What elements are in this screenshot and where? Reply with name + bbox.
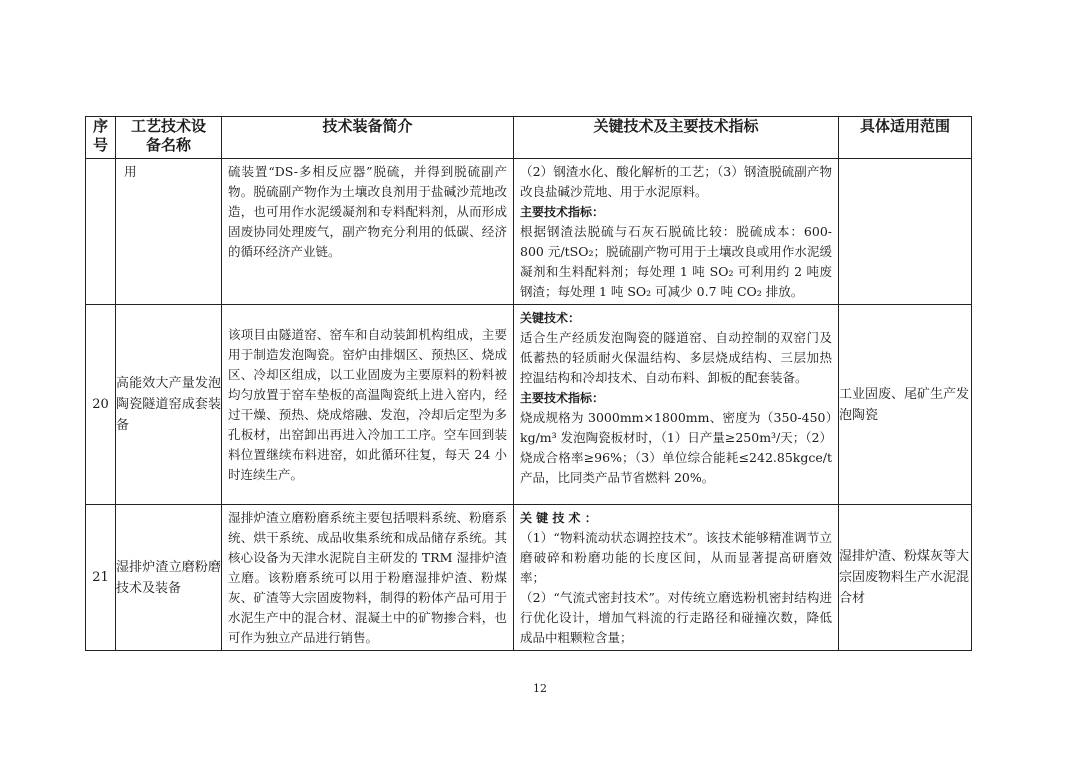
key-line: （1）“物料流动状态调控技术”。该技术能够精准调节立磨破碎和粉磨功能的长度区间，从而显著提高研磨效率；	[520, 530, 832, 585]
page-number: 12	[533, 682, 547, 695]
row-cont-name: 用	[116, 159, 222, 305]
row-cont-intro: 硫装置“DS-多相反应器”脱硫，并得到脱硫副产物。脱硫副产物作为土壤改良剂用于盐碱沙荒地改造，也可用作水泥缓凝剂和专料配料剂，从而形成固废协同处理废气，副产物充分利用的低碳、经济的循环经济产业链。	[222, 159, 514, 305]
key-line: 适合生产经质发泡陶瓷的隧道窑、自动控制的双窑门及低蓄热的轻质耐火保温结构、多层烧成结构、三层加热控温结构和冷却技术、自动布料、卸板的配套装备。	[520, 330, 832, 385]
header-intro: 技术装备简介	[222, 117, 514, 159]
catalog-table	[85, 116, 972, 651]
header-row	[86, 117, 972, 159]
key-heading: 主要技术指标：	[520, 205, 605, 219]
table-row	[86, 505, 972, 651]
row20-scope: 工业固废、尾矿生产发泡陶瓷	[839, 305, 972, 505]
key-line: 烧成规格为 3000mm×1800mm、密度为（350-450）kg/m³ 发泡陶瓷板材时，（1）日产量≥250m³/天；（2）烧成合格率≥96%；（3）单位综合能耗≤242.85kgce/t 产品，比同类产品节省燃料 20%。	[520, 410, 832, 485]
key-line: 根据钢渣法脱硫与石灰石脱硫比较：脱硫成本：600-800 元/tSO₂；脱硫副产物可用于土壤改良或用作水泥缓凝剂和生料配料剂；每处理 1 吨 SO₂ 可利用约 2 吨废钢渣；每处理 1 吨 SO₂ 可减少 0.7 吨 CO₂ 排放。	[520, 224, 832, 299]
key-heading: 主要技术指标：	[520, 391, 605, 405]
row21-intro: 湿排炉渣立磨粉磨系统主要包括喂料系统、粉磨系统、烘干系统、成品收集系统和成品储存系统。其核心设备为天津水泥院自主研发的 TRM 湿排炉渣立磨。该粉磨系统可以用于粉磨湿排炉渣、粉煤灰、矿渣等大宗固废物料，制得的粉体产品可用于水泥生产中的混合材、混凝土中的矿物掺合料，也可作为独立产品进行销售。	[222, 505, 514, 651]
row20-intro: 该项目由隧道窑、窑车和自动装卸机构组成，主要用于制造发泡陶瓷。窑炉由排烟区、预热区、烧成区、冷却区组成，以工业固废为主要原料的粉料被均匀放置于窑车垫板的高温陶瓷纸上进入窑内，经过干燥、预热、烧成熔融、发泡，冷却后定型为多孔板材，出窑卸出再进入冷加工工序。空车回到装料位置继续布料进窑，如此循环往复，每天 24 小时连续生产。	[222, 305, 514, 505]
key-line: （2）钢渣水化、酸化解析的工艺；（3）钢渣脱硫副产物改良盐碱沙荒地、用于水泥原料。	[520, 164, 832, 199]
row21-name: 湿排炉渣立磨粉磨技术及装备	[116, 505, 222, 651]
key-heading: 关 键 技 术 ：	[520, 511, 597, 525]
row20-name: 高能效大产量发泡陶瓷隧道窑成套装备	[116, 305, 222, 505]
row-cont-scope	[839, 159, 972, 305]
row-cont-key	[514, 159, 839, 305]
header-scope: 具体适用范围	[839, 117, 972, 159]
row20-num: 20	[86, 305, 116, 505]
row20-key	[514, 305, 839, 505]
header-name: 工艺技术设备名称	[116, 117, 222, 159]
row21-scope: 湿排炉渣、粉煤灰等大宗固废物料生产水泥混合材	[839, 505, 972, 651]
row-cont-num	[86, 159, 116, 305]
header-key: 关键技术及主要技术指标	[514, 117, 839, 159]
key-heading: 关键技术：	[520, 311, 581, 325]
table-row	[86, 305, 972, 505]
key-line: （2）“气流式密封技术”。对传统立磨选粉机密封结构进行优化设计，增加气料流的行走路径和碰撞次数，降低成品中粗颗粒含量；	[520, 590, 832, 645]
row21-key	[514, 505, 839, 651]
header-seq: 序号	[86, 117, 116, 159]
row21-num: 21	[86, 505, 116, 651]
table-row	[86, 159, 972, 305]
